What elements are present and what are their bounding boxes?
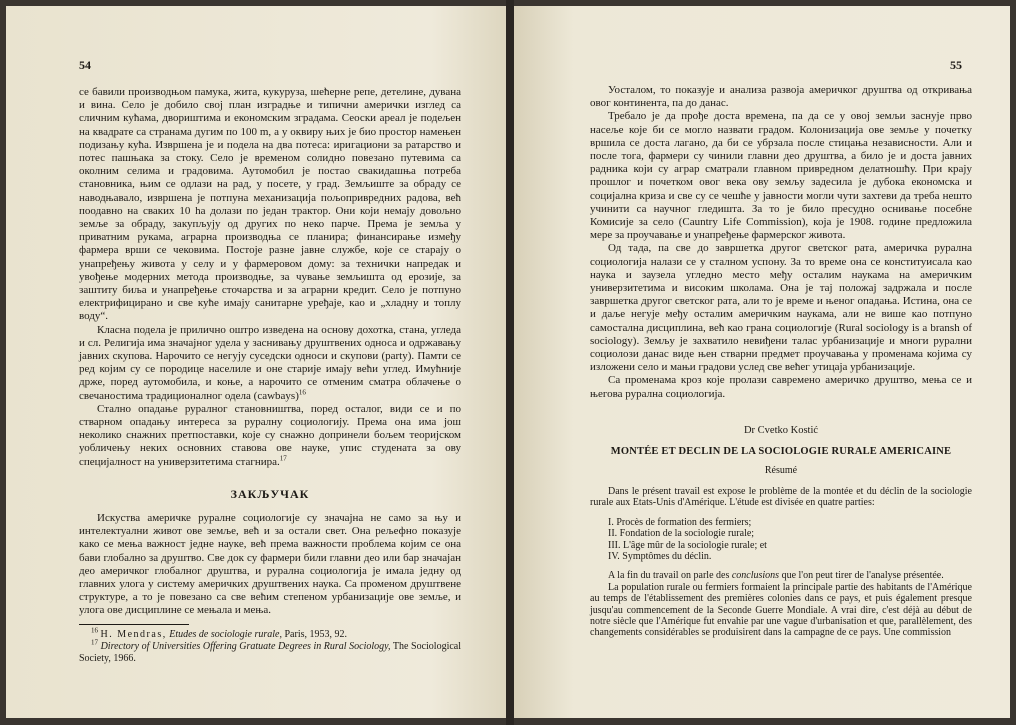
list-item: III. L'âge mûr de la sociologie rurale; et [608, 539, 767, 551]
paragraph [590, 570, 972, 581]
paragraph-text: A la fin du travail on parle des [608, 570, 732, 582]
paragraph: Од тада, па све до завршетка другог светског рата, америчка рурална социологија налази се у сталном успону. За то време она се конституисала као наука и заузела угледно место међу осталим наукама на америчким универзитетима и високим школама. Она је тај положај задржала и после завршетка другог светског рата, али то је време и њеног опадања. Истина, она се и даље негује међу осталим америчким наукама, али не више као потпуно самостална дисциплина, већ као грана социологије (Rural sociology is a bransh of sociology). Земљу је захватило невиђени талас урбанизације и многи рурални социолози данас виде њен стварни предмет проучавања у променама којима су изложени село и мањи градови услед све већег утицаја урбанизације. [590, 242, 972, 374]
paragraph: Са променама кроз које пролази савремено америчко друштво, мења се и његова рурална социологија. [590, 374, 972, 400]
section-heading: ЗАКЉУЧАК [230, 486, 310, 501]
paragraph: Искуства америчке руралне социологије су значајна не само за њу и интелектуални живот ове земље, већ и за остали свет. Она рељефно показује како се мења важност једне науке, већ према важности проблема којим се она бави глобално за друштво. Све док су фармери били главни део или бар значајан део америчког глобалног друштва, и рурална социологија је имала једну од главних улога у систему америчких друштвених наука. Са променом друштвене структуре, а то је повезано са све већим степеном урбанизације ове земље, и улога ове дисциплине се мењала и мења. [79, 511, 461, 617]
paragraph [79, 324, 461, 403]
parts-list [608, 517, 972, 563]
summary-title: MONTÉE ET DECLIN DE LA SOCIOLOGIE RURALE AMERICAINE [610, 445, 952, 457]
footnote-author: H. Mendras, [100, 628, 167, 640]
right-page [514, 6, 1010, 718]
author-name: Dr Cvetko Kostić [743, 424, 819, 436]
book-gutter [506, 0, 514, 725]
left-page [6, 6, 506, 718]
paragraph: Требало је да прође доста времена, па да се у овој земљи заснује прво насеље које би се могло назвати градом. Колонизација ове земље у почетку вршила се доста лагано, да би се убрзала после стицања независности. Али и после тога, фармери су чинили главни део друштва, а било је и доста јавних радника који су аграр сматрали главном привредном делатношћу. При крају прошлог и почетком овог века ову земљу задесила је дубока економска и социјална криза и све су се чешће у јавности могли чути захтеви да треба нешто учинити са научног гледишта. За то је било пресудно оснивање посебне Комисије за село (Cauntry Life Commission), која је 1908. године предложила мере за проучавање и унапређење фармерског живота. [590, 110, 972, 242]
resume-label: Résumé [764, 464, 798, 476]
footnote-ref: 16 [298, 388, 306, 397]
paragraph-text: Класна подела је прилично оштро изведена на основу дохотка, стана, угледа и сл. Религија има значајног удела у заснивању друштвених односа и одржавању јавних скупова. Нарочито се негују суседски односи и скупови (party). Памти се ред којим су се породице населиле и оне старије имају већи углед. Имућније држе, поред аутомобила, и коње, а нарочито се отменим сматра облачење о свечаностима традиционалног одела (cawbays) [79, 323, 461, 402]
page-number: 54 [79, 58, 91, 72]
right-text-column [590, 84, 972, 639]
paragraph [79, 403, 461, 469]
paragraph-text: Стално опадање руралног становништва, поред осталог, види се и по стварном опадању интереса за руралну социологију. Према она има још неколико снажних претпоставки, које су снажно допринели бољем теоријском уобличењу неких основних ставова ове науке, упис студената за ову специјалност на универзитетима стагнира. [79, 402, 461, 468]
footnote [79, 638, 462, 665]
footnote-number: 17 [91, 638, 98, 647]
footnote-divider [79, 624, 189, 625]
list-item: II. Fondation de la sociologie rurale; [608, 528, 755, 540]
paragraph: Dans le présent travail est expose le problème de la montée et du déclin de la sociologie rurale aux Etats-Unis d'Amérique. L'étude est divisée en quatre parties: [590, 485, 972, 509]
list-item: IV. Symptômes du déclin. [608, 550, 712, 562]
paragraph: се бавили производњом памука, жита, кукуруза, шећерне репе, детелине, дувана и вина. Село је добило свој план изградње и типични амерички изглед са сличним кућама, двориштима и економским зградама. Сеоски ареал је подељен на квадрате са странама дугим по 100 m, а у оквиру њих је био простор намењен подизању кућа. Извршена је и подела на два потеса: иригациони за ратарство и потес пашњака за стоку. Село је временом солидно повезано путевима са околним селима и градовима. Аутомобил је постао свакидашња потреба становника, њим се одлази на рад, у посете, у град. Земљиште за обраду се наводњавало, извршена је потпуна механизација пољопривредних радова, већ поодавно на сваких 10 ha долази по један трактор. Они који немају довољно земље за обраду, закупљују од других по неко парче. Према је земља у приватним рукама, аграрна производња се планира; финансирање између фармера врши се чековима. Постоје разне јавне службе, које се старају о унапређењу живота у селу и у фармеровом дому: за технички напредак и увођење модерних метода производње, за чување земљишта од ерозије, за заштиту биља и унапређење сточарства и за аграрни кредит. Село је потпуно електрифицирано и све куће имају санитарне уређаје, као и „хладну и топлу воду“. [79, 86, 461, 323]
footnote-title: Etudes de sociologie rurale, [169, 628, 282, 640]
paragraph: La population rurale ou fermiers formaient la principale partie des habitants de l'Amérique au temps de l'établissement des premières colonies dans ce pays, et puis également presque jusqu'au commencement de la Seconde Guerre Mondiale. A vrai dire, c'est déjà au début de notre siècle que l'Amérique fut envahie par une vague d'urbanisation et que, parallèlement, des changements considérables se produisirent dans la campagne de ce pays. Une commission [590, 581, 972, 639]
emphasis: conclusions [731, 570, 780, 582]
paragraph-text: que l'on peut tirer de l'analyse présentée. [779, 570, 944, 582]
footnote [79, 626, 461, 641]
footnote-rest: The Sociological Society, 1966. [79, 640, 462, 664]
left-text-column [79, 86, 461, 665]
page-number: 55 [950, 58, 962, 72]
footnote-ref: 17 [279, 454, 287, 463]
footnote-rest: Paris, 1953, 92. [284, 628, 347, 640]
footnote-number: 16 [91, 626, 98, 635]
footnote-title: Directory of Universities Offering Gratuate Degrees in Rural Sociology, [100, 640, 391, 652]
paragraph: Уосталом, то показује и анализа развоја америчког друштва од откривања овог континента, па до данас. [590, 84, 972, 110]
list-item: I. Procès de formation des fermiers; [608, 516, 752, 528]
